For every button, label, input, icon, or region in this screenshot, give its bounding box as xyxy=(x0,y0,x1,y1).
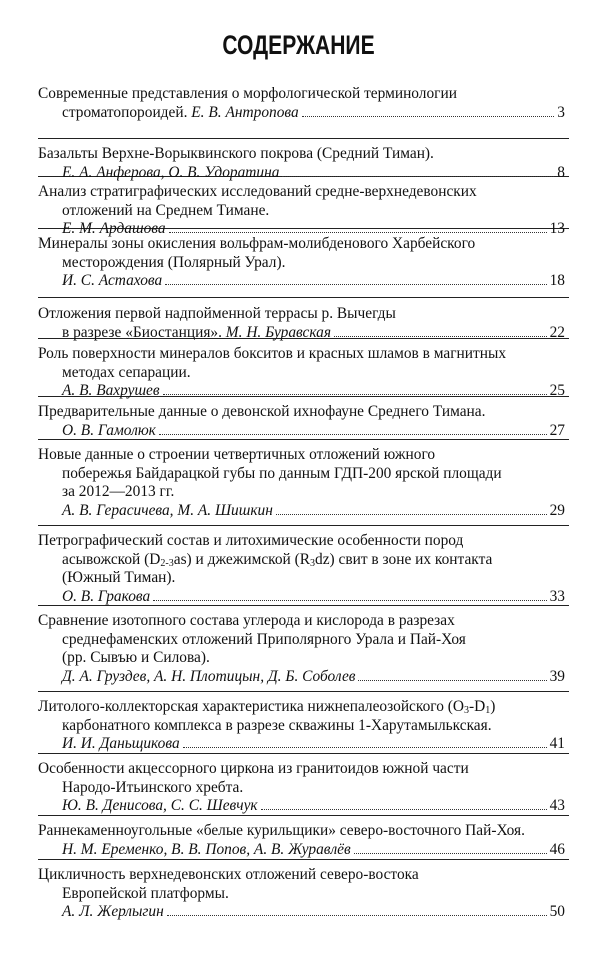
page-number: 33 xyxy=(549,587,565,605)
entry-title-line: Отложения первой надпойменной террасы р. Вычегды xyxy=(38,305,396,322)
toc-entry xyxy=(38,403,565,440)
page-number: 39 xyxy=(549,667,565,685)
dot-leader xyxy=(169,232,547,233)
entry-title-line: асывожской $(D_{2-3}as)$ и джежимской $(R_3dz)$ свит в зоне их контакта xyxy=(62,550,493,569)
entry-author-line xyxy=(38,324,565,343)
entry-title-line: Петрографический состав и литохимические особенности пород xyxy=(38,532,464,549)
entry-author-line xyxy=(38,588,565,607)
divider-rule xyxy=(38,297,569,298)
entry-author-line xyxy=(38,272,565,291)
dot-leader xyxy=(358,680,546,681)
entry-authors: О. В. Гамолюк xyxy=(62,421,156,439)
entry-title-line: (рр. Сывъю и Силова). xyxy=(62,649,210,667)
entry-title-line: Новые данные о строении четвертичных отложений южного xyxy=(38,446,436,463)
dot-leader xyxy=(282,176,554,177)
page-number: 25 xyxy=(549,382,565,400)
entry-authors: И. И. Даньщикова xyxy=(62,735,180,753)
entry-title-line: Анализ стратиграфических исследований средне-верхнедевонских xyxy=(38,183,477,200)
entry-title-line: Особенности акцессорного циркона из гранитоидов южной части xyxy=(38,760,469,777)
toc-entry xyxy=(38,612,565,686)
entry-authors: Н. М. Еременко, В. В. Попов, А. В. Журавлёв xyxy=(62,840,351,858)
divider-rule xyxy=(38,525,569,526)
dot-leader xyxy=(276,514,547,515)
entry-title-tail xyxy=(62,735,180,754)
entry-title-line: Базальты Верхне-Ворыквинского покрова (Средний Тиман). xyxy=(38,145,434,162)
entry-authors: Е. А. Анферова, О. В. Удоратина xyxy=(62,163,280,181)
toc-entry xyxy=(38,145,565,182)
dot-leader xyxy=(163,394,547,395)
entry-author-line xyxy=(38,382,565,401)
dot-leader xyxy=(261,809,547,810)
entry-title-tail xyxy=(62,164,279,183)
entry-author-line xyxy=(38,668,565,687)
toc-entry xyxy=(38,532,565,606)
entry-title-line: Минералы зоны окисления вольфрам-молибденового Харбейского xyxy=(38,235,476,252)
dot-leader xyxy=(302,116,555,117)
entry-title-tail xyxy=(62,422,156,441)
entry-title-line: Раннекаменноугольные «белые курильщики» северо-восточного Пай-Хоя. xyxy=(38,822,525,839)
entry-author-line xyxy=(38,164,565,183)
entry-title-line: в разрезе «Биостанция». xyxy=(62,323,226,341)
page-number: 41 xyxy=(549,735,565,753)
divider-rule xyxy=(38,691,569,692)
page-number: 43 xyxy=(549,797,565,815)
toc-entry xyxy=(38,235,565,291)
entry-title-line: Литолого-коллекторская характеристика нижнепалеозойского $(O_3-D_1)$ xyxy=(38,698,496,716)
page-number: 27 xyxy=(549,421,565,439)
entry-title-tail xyxy=(62,903,164,922)
entry-title-line: за 2012—2013 гг. xyxy=(62,483,175,501)
toc-entry xyxy=(38,698,565,754)
dot-leader xyxy=(334,336,547,337)
entry-title-tail xyxy=(62,588,150,607)
entry-title-tail xyxy=(62,382,160,401)
toc-entry xyxy=(38,760,565,816)
toc-entry xyxy=(38,822,565,859)
entry-title-line: Роль поверхности минералов бокситов и красных шламов в магнитных xyxy=(38,345,507,362)
entry-author-line xyxy=(38,797,565,816)
entry-authors: О. В. Гракова xyxy=(62,587,151,605)
entry-title-tail xyxy=(62,324,331,343)
toc-entry xyxy=(38,305,565,342)
toc-entry xyxy=(38,446,565,520)
page-number: 13 xyxy=(549,220,565,238)
entry-title-tail xyxy=(62,668,355,687)
entry-authors: И. С. Астахова xyxy=(62,272,163,290)
page-number: 29 xyxy=(549,501,565,519)
dot-leader xyxy=(153,600,546,601)
entry-title-line: Сравнение изотопного состава углерода и кислорода в разрезах xyxy=(38,612,455,629)
entry-title-line: Народо-Итьинского хребта. xyxy=(62,778,244,796)
toc-entry xyxy=(38,866,565,922)
entry-authors: Д. А. Груздев, А. Н. Плотицын, Д. Б. Соболев xyxy=(62,667,356,685)
entry-title-tail xyxy=(62,502,273,521)
dot-leader xyxy=(167,915,547,916)
entry-authors: А. В. Вахрушев xyxy=(62,382,160,400)
entry-title-tail xyxy=(62,841,351,860)
page-number: 22 xyxy=(549,323,565,341)
entry-authors: М. Н. Буравская xyxy=(225,323,332,341)
entry-title-line: Современные представления о морфологической терминологии xyxy=(38,85,457,102)
entry-title-line: (Южный Тиман). xyxy=(62,569,176,587)
entry-authors: Е. В. Антропова xyxy=(191,103,299,121)
toc-entry xyxy=(38,85,565,122)
entry-authors: Е. М. Ардашова xyxy=(62,220,166,238)
entry-title-line: месторождения (Полярный Урал). xyxy=(62,253,286,271)
entry-title-line: методах сепарации. xyxy=(62,363,191,381)
entry-author-line xyxy=(38,841,565,860)
page-number: 18 xyxy=(549,272,565,290)
divider-rule xyxy=(38,138,569,139)
page-number: 3 xyxy=(557,103,565,121)
dot-leader xyxy=(183,747,547,748)
entry-author-line xyxy=(38,502,565,521)
entry-author-line xyxy=(38,735,565,754)
page-title: СОДЕРЖАНИЕ xyxy=(222,30,375,60)
entry-title-line: Предварительные данные о девонской ихнофауне Среднего Тимана. xyxy=(38,403,486,420)
page-number: 50 xyxy=(549,903,565,921)
entry-title-line: Европейской платформы. xyxy=(62,884,229,902)
toc-entry xyxy=(38,183,565,239)
dot-leader xyxy=(159,434,547,435)
entry-author-line xyxy=(38,903,565,922)
entry-title-line: карбонатного комплекса в разрезе скважины 1-Харутамылькская. xyxy=(62,716,492,734)
dot-leader xyxy=(354,853,547,854)
entry-title-line: отложений на Среднем Тимане. xyxy=(62,201,270,219)
entry-title-line: строматопороидей. xyxy=(62,103,192,121)
entry-title-tail xyxy=(62,104,299,123)
entry-title-line: среднефаменских отложений Приполярного Урала и Пай-Хоя xyxy=(62,630,466,648)
entry-author-line xyxy=(38,422,565,441)
entry-title-line: побережья Байдарацкой губы по данным ГДП-200 ярской площади xyxy=(62,464,502,482)
entry-authors: А. В. Герасичева, М. А. Шишкин xyxy=(62,501,273,519)
page-number: 46 xyxy=(549,840,565,858)
toc-entry xyxy=(38,345,565,401)
entry-title-line: Цикличность верхнедевонских отложений северо-востока xyxy=(38,866,419,883)
entry-title-tail xyxy=(62,272,162,291)
entry-author-line xyxy=(38,104,565,123)
page-number: 8 xyxy=(557,163,565,181)
dot-leader xyxy=(165,284,546,285)
entry-authors: Ю. В. Денисова, С. С. Шевчук xyxy=(62,797,258,815)
entry-title-tail xyxy=(62,797,258,816)
entry-authors: А. Л. Жерлыгин xyxy=(62,903,164,921)
